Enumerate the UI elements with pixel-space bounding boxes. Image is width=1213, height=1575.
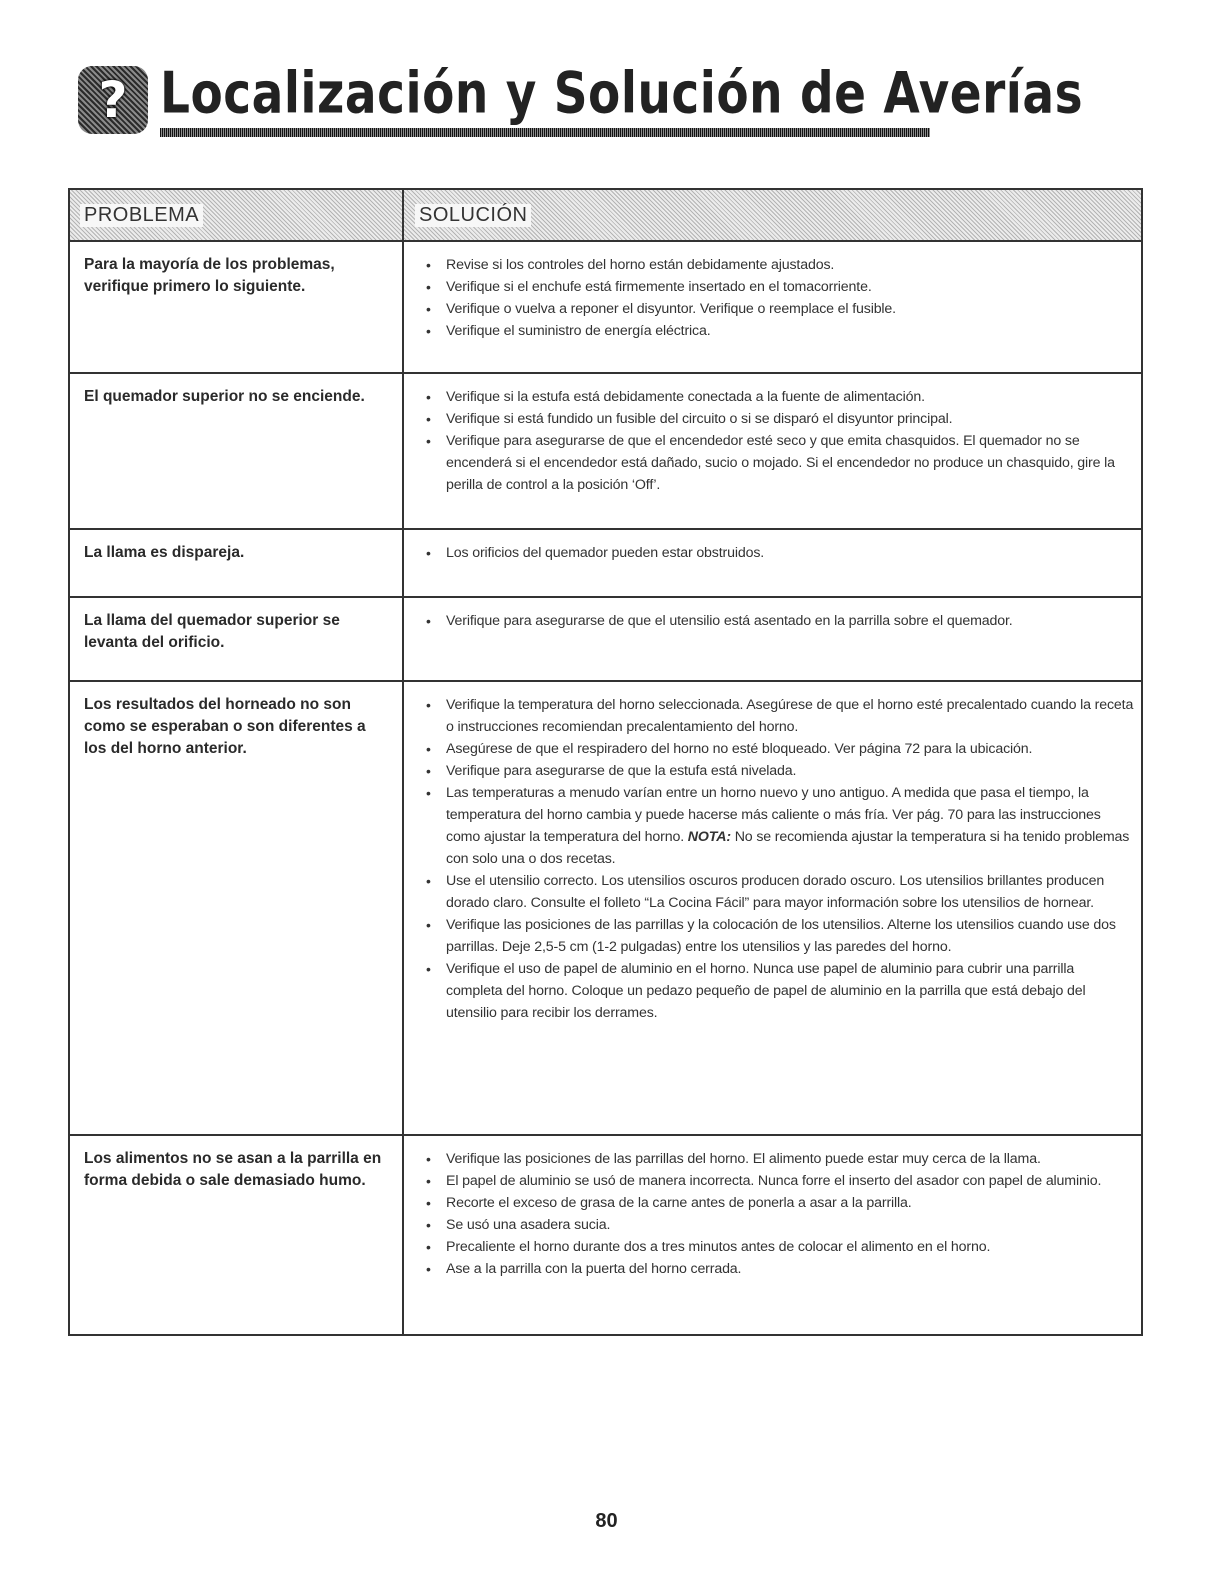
solution-list xyxy=(422,386,1134,496)
solution-item: • Verifique o vuelva a reponer el disyuntor. Verifique o reemplace el fusible. xyxy=(426,301,896,317)
solution-item: • Verifique si el enchufe está firmemente insertado en el tomacorriente. xyxy=(426,279,872,295)
page-title: Localización y Solución de Averías xyxy=(160,60,1084,128)
problem-text: La llama es dispareja. xyxy=(84,544,245,561)
column-header-solution: SOLUCIÓN xyxy=(415,204,531,227)
title-underline xyxy=(160,128,930,137)
solution-item: • Use el utensilio correcto. Los utensilios oscuros producen dorado oscuro. Los utensilios brillantes producen dorado claro. Consulte el folleto “La Cocina Fácil” para mayor información sobre los utensilios de hornear. xyxy=(426,873,1105,911)
nota-label: NOTA: xyxy=(687,829,731,845)
problem-text: Los resultados del horneado no son como se esperaban o son diferentes a los del horno anterior. xyxy=(84,696,366,757)
solution-list xyxy=(422,694,1134,1024)
solution-item: • Revise si los controles del horno están debidamente ajustados. xyxy=(426,257,835,273)
solution-item: • Recorte el exceso de grasa de la carne antes de ponerla a asar a la parrilla. xyxy=(426,1195,912,1211)
table-row xyxy=(70,528,1141,596)
table-row xyxy=(70,1134,1141,1334)
table-row xyxy=(70,242,1141,372)
solution-item: • Verifique si está fundido un fusible del circuito o si se disparó el disyuntor principal. xyxy=(426,411,953,427)
page-header xyxy=(78,58,1084,148)
solution-item: • Verifique para asegurarse de que la estufa está nivelada. xyxy=(426,763,797,779)
solution-item: • El papel de aluminio se usó de manera incorrecta. Nunca forre el inserto del asador con papel de aluminio. xyxy=(426,1173,1102,1189)
solution-list xyxy=(422,254,1134,342)
table-row xyxy=(70,596,1141,680)
problem-text: Para la mayoría de los problemas, verifique primero lo siguiente. xyxy=(84,256,335,295)
solution-item: • Verifique el suministro de energía eléctrica. xyxy=(426,323,711,339)
problem-text: La llama del quemador superior se levanta del orificio. xyxy=(84,612,340,651)
solution-item: • Precaliente el horno durante dos a tres minutos antes de colocar el alimento en el horno. xyxy=(426,1239,991,1255)
nota-text: No se recomienda ajustar la temperatura si ha tenido problemas con solo una o dos recetas. xyxy=(446,829,1130,867)
problem-text: El quemador superior no se enciende. xyxy=(84,388,365,405)
column-header-problem: PROBLEMA xyxy=(80,204,203,227)
page-number: 80 xyxy=(595,1510,618,1532)
table-header xyxy=(70,190,1141,242)
solution-item: • Verifique para asegurarse de que el encendedor esté seco y que emita chasquidos. El quemador no se encenderá si el encendedor está dañado, sucio o mojado. Si el encendedor no produce un chasquido, gire la perilla de control a la posición ‘Off’. xyxy=(426,433,1115,493)
solution-item: • Verifique el uso de papel de aluminio en el horno. Nunca use papel de aluminio para cubrir una parrilla completa del horno. Coloque un pedazo pequeño de papel de aluminio en la parrilla que está debajo del utensilio para recibir los derrames. xyxy=(426,961,1086,1021)
table-row xyxy=(70,680,1141,1134)
solution-item: • Verifique las posiciones de las parrillas y la colocación de los utensilios. Alterne los utensilios cuando use dos parrillas. Deje 2,5-5 cm (1-2 pulgadas) entre los utensilios y las paredes del horno. xyxy=(426,917,1116,955)
question-mark-icon: ? xyxy=(78,66,148,134)
solution-item: • Ase a la parrilla con la puerta del horno cerrada. xyxy=(426,1261,742,1277)
solution-item: • Verifique si la estufa está debidamente conectada a la fuente de alimentación. xyxy=(426,389,925,405)
solution-item: • Verifique las posiciones de las parrillas del horno. El alimento puede estar muy cerca de la llama. xyxy=(426,1151,1041,1167)
solution-item: • Se usó una asadera sucia. xyxy=(426,1217,611,1233)
solution-item: • Las temperaturas a menudo varían entre un horno nuevo y uno antiguo. A medida que pasa el tiempo, la temperatura del horno cambia y puede hacerse más caliente o más fría. Ver pág. 70 para las instrucciones como ajustar la temperatura del horno. NOTA: No se recomienda ajustar la temperatura si ha tenido problemas con solo una o dos recetas. xyxy=(426,785,1130,867)
solution-item: • Verifique la temperatura del horno seleccionada. Asegúrese de que el horno esté precalentado cuando la receta o instrucciones recomiendan precalentamiento del horno. xyxy=(426,697,1134,735)
solution-list xyxy=(422,542,1134,564)
problem-text: Los alimentos no se asan a la parrilla en forma debida o sale demasiado humo. xyxy=(84,1150,382,1189)
solution-list xyxy=(422,610,1134,632)
solution-item: • Los orificios del quemador pueden estar obstruidos. xyxy=(426,545,765,561)
solution-item: • Asegúrese de que el respiradero del horno no esté bloqueado. Ver página 72 para la ubicación. xyxy=(426,741,1033,757)
solution-item: • Verifique para asegurarse de que el utensilio está asentado en la parrilla sobre el quemador. xyxy=(426,613,1013,629)
troubleshooting-table xyxy=(68,188,1143,1336)
table-row xyxy=(70,372,1141,528)
solution-list xyxy=(422,1148,1134,1280)
